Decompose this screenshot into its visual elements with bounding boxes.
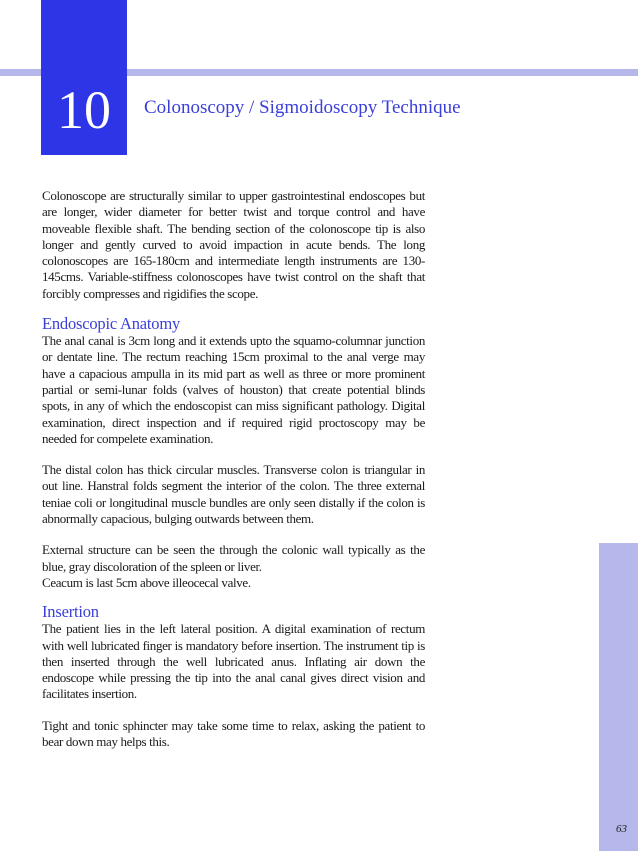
intro-paragraph: Colonoscope are structurally similar to upper gastrointestinal endoscopes but are longer, wider diameter for better twist and torque control and have moveable flexible shaft. The bending section of the colonoscope tip is also longer and gently curved to avoid impaction in acute bends. The long colonoscopes are 165-180cm and intermediate length instruments are 130-145cms. Variable-stiffness colonoscopes have twist control on the shaft that forcibly compresses and rigidifies the scope. (42, 188, 425, 301)
paragraph: Tight and tonic sphincter may take some time to relax, asking the patient to bear down may helps this. (42, 717, 425, 750)
chapter-title: Colonoscopy / Sigmoidoscopy Technique (144, 97, 461, 118)
side-tab (599, 543, 638, 851)
paragraph: The distal colon has thick circular muscles. Transverse colon is triangular in out line. Hanstral folds segment the interior of the colon. The three external teniae coli or longitudinal muscle bundles are only seen distally if the colon is abnormally capacious, bulging outwards between them. (42, 462, 425, 527)
paragraph: Ceacum is last 5cm above illeocecal valve. (42, 574, 251, 590)
page-number: 63 (616, 823, 627, 835)
paragraph: External structure can be seen the through the colonic wall typically as the blue, gray discoloration of the spleen or liver. (42, 542, 425, 574)
section-heading-insertion: Insertion (42, 602, 99, 622)
paragraph: The patient lies in the left lateral position. A digital examination of rectum with well lubricated finger is mandatory before insertion. The instrument tip is then inserted through the well lubricated anus. Inflating air down the endoscope while pressing the tip into the anal canal gives direct vision and facilitates insertion. (42, 621, 425, 702)
section-heading-endoscopic-anatomy: Endoscopic Anatomy (42, 314, 181, 334)
paragraph: The anal canal is 3cm long and it extends upto the squamo-columnar junction or dentate line. The rectum reaching 15cm proximal to the anal verge may have a capacious ampulla in its mid part as well as three or more prominent partial or semi-lunar folds (valves of houston) that create potential blinds spots, in any of which the endoscopist can miss significant pathology. Digital examination, direct inspection and if required rigid proctoscopy may be needed for compelete examination. (42, 333, 425, 446)
body-text (42, 188, 425, 750)
chapter-number: 10 (57, 80, 111, 140)
